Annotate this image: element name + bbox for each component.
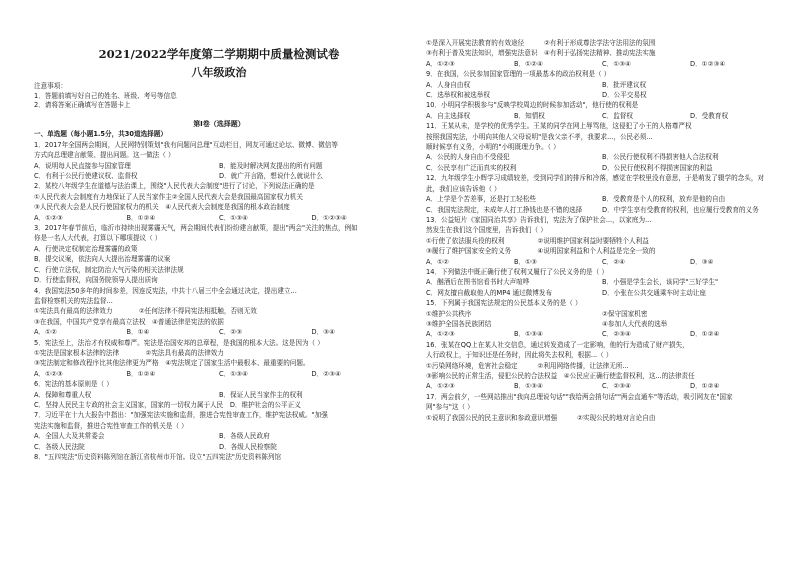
option-row: [34, 327, 404, 337]
question-line: 按照我国宪法，小明向其他人父母说明"是我父亲不孝，我要求...，公民必须...: [426, 132, 653, 141]
answer-option: ③维护全国各民族团结: [426, 319, 492, 328]
question-line: 7．习近平在十九大报告中指出："加强宪法实施和监督，推进合宪性审查工作，维护宪法权威。"加强: [34, 411, 328, 420]
exam-subject: 八年级政治: [191, 66, 247, 79]
answer-option: C．有利于公民行使建议权、监督权: [34, 172, 138, 181]
option-row: [426, 152, 778, 162]
question-line: ①是深入开展宪法教育的有效途径 ②有利于形成尊法学法守法用法的氛围: [426, 39, 656, 47]
option-row: [426, 309, 778, 319]
answer-option: C．①③④: [602, 59, 631, 68]
answer-option: C．各级人民法院: [34, 442, 85, 451]
answer-option: ①维护公共秩序: [426, 309, 472, 318]
answer-option: C．②③: [219, 328, 243, 337]
answer-option: B．①②④: [126, 369, 156, 378]
answer-option: B．各级人民政府: [219, 432, 270, 441]
left-column: [34, 117, 404, 462]
answer-option: D．②③④: [311, 369, 341, 378]
answer-option: ②保守国家机密: [602, 309, 648, 318]
question-line: A．行使决定权制定治理雾霾的政策: [34, 244, 138, 253]
answer-option: D．①②④: [690, 330, 720, 339]
question-line: 2．某校八年级学生在道德与法治课上，围绕"人民代表大会制度"进行了讨论，下列说法正确的是: [34, 182, 315, 191]
answer-option: B．受教育是个人的权利，放弃是他的自由: [602, 195, 726, 204]
question-line: 6．宪法的基本原则是（ ）: [34, 380, 113, 389]
answer-option: D．公民行使权利不得损害国家的利益: [602, 163, 713, 172]
answer-option: B．保证人民当家作主的权利: [219, 390, 303, 399]
question-line: 宪法实施和监督，推进合宪性审查工作的机关是（ ）: [34, 421, 188, 430]
answer-option: B．批评建议权: [602, 80, 647, 89]
answer-option: B．知情权: [514, 111, 545, 120]
option-row: [426, 111, 778, 121]
exam-title: 2021/2022学年度第二学期期中质量检测试卷: [98, 47, 340, 61]
question-line: ③有利于普及宪法知识，增强宪法意识 ④有利于弘扬宪法精神、推动宪法实施: [426, 49, 656, 58]
answer-option: A．①②: [426, 257, 449, 266]
notice-block: [34, 82, 404, 111]
question-line: 然发生在我们这个国度里，告诉我们（ ）: [426, 226, 547, 235]
answer-option: C．选举权和被选举权: [426, 91, 490, 100]
answer-option: A．说明每人民直接参与国家管理: [34, 161, 131, 170]
question-line: 16．张某在QQ上在某人社交信息，通过转发造成了一定影响，他的行为造成了财产损失，: [426, 340, 689, 349]
option-row: [426, 329, 778, 339]
answer-option: ④参加人大代表的选举: [602, 319, 668, 328]
option-row: [426, 381, 778, 391]
answer-option: C．②③④: [602, 382, 631, 391]
question-line: ③人民代表大会是人民行使国家权力的机关 ④人民代表大会制度是我国的根本政治制度: [34, 203, 290, 212]
option-row: [426, 288, 778, 298]
question-line: 5．宪法至上，法治才有权威和尊严。宪法是治国安邦的总章程，是我国的根本大法。这是因为（ ）: [34, 338, 324, 347]
option-row: [426, 319, 778, 329]
option-row: [34, 161, 404, 171]
question-line: 13．公益短片《家国同治共享》告诉我们，宪法为了保护社会...，以家庭为...: [426, 215, 652, 224]
option-row: [34, 213, 404, 223]
answer-option: A．保障和尊重人权: [34, 390, 92, 399]
option-row: [34, 369, 404, 379]
question-line: ①人民代表大会制度有力地保证了人民当家作主②全国人民代表大会是我国最高国家权力机关: [34, 192, 303, 201]
question-line: ①行使了依法服兵役的权利 ②说明维护国家利益时要牺牲个人利益: [426, 236, 649, 245]
question-line: ③履行了维护国家安全的义务 ④说明国家利益和个人利益是完全一致的: [426, 247, 656, 256]
option-row: [34, 431, 404, 441]
question-line: 15．下列属于我国宪法规定的公民基本义务的是（ ）: [426, 299, 582, 308]
answer-option: D．①②③④: [311, 213, 347, 222]
answer-option: A．①②③: [34, 213, 63, 222]
question-line: ③宪法制定和修改程序比其他法律更为严格 ④宪法规定了国家生活中最根本、最重要的问题。: [34, 359, 310, 368]
answer-option: B．小强是学生会长，该同学"三好学生": [602, 278, 719, 287]
question-line: 人行政权上，于知识还是任务时，因此将失去权利，根据...（ ）: [426, 351, 613, 360]
answer-option: C．②③④: [602, 330, 631, 339]
answer-option: D．小张在公共交通乘车时主动让座: [602, 288, 706, 297]
answer-option: B．①②④: [126, 213, 156, 222]
question-line: D．行使监督权，向国务院领导人提出质询: [34, 276, 158, 285]
question-line: 顺时候享有义务，小明的"小明既理力争。（ ）: [426, 143, 560, 152]
question-line: ①污染网络环境，危害社会稳定 ②利用网络传播，让法律无所...: [426, 361, 629, 370]
answer-option: D．公平交易权: [602, 91, 647, 100]
question-line: ①宪法具有最高的法律效力 ②任何法律不得同宪法相抵触，否则无效: [34, 307, 257, 316]
question-line: 此，我们应该告诉他（ ）: [426, 184, 501, 193]
option-row: [426, 205, 778, 215]
notice-heading: 注意事项：: [34, 82, 67, 90]
part-heading: 一、单选题（每小题1.5分，共30道选择题）: [34, 130, 167, 139]
question-line: 8．"五四宪法"历史资料陈列馆在浙江省杭州市开馆。设立"五四宪法"历史资料陈列馆: [34, 453, 282, 461]
answer-option: D．③④: [311, 328, 335, 337]
answer-option: D．就广开言路，想说什么就说什么: [219, 172, 323, 181]
answer-option: B．①②④: [514, 59, 543, 68]
option-row: [426, 90, 778, 100]
answer-option: A．全国人大及其常委会: [34, 432, 105, 441]
answer-option: B．公民行使权利不得损害他人合法权利: [602, 153, 719, 162]
section-title: 第I卷（选择题）: [193, 120, 245, 128]
option-row: [426, 80, 778, 90]
answer-option: A．公民的人身自由不受侵犯: [426, 153, 510, 162]
answer-option: D．③④: [690, 257, 714, 266]
answer-option: B．①③④: [514, 330, 543, 339]
answer-option: B．能及时解决网友提出的所有问题: [219, 161, 323, 170]
question-line: C．行使立法权，制定防治大气污染的相关法律法规: [34, 265, 184, 274]
answer-option: D．各级人民检察院: [219, 442, 277, 451]
answer-option: A．①②③: [426, 382, 455, 391]
notice-item: 2．请将答案正确填写在答题卡上: [34, 101, 131, 110]
answer-option: D．①②④: [690, 382, 720, 391]
question-line: 4．我国宪法50多年的时间参差，因连反宪法，中共十八届三中全会通过决定，提出建立...: [34, 286, 297, 295]
answer-option: C．①③④: [219, 213, 248, 222]
question-line: 9．在我国，公民参加国家管理的一项最基本的政治权利是（ ）: [426, 70, 611, 79]
answer-option: D．①②③④: [690, 59, 726, 68]
answer-option: A．人身自由权: [426, 80, 471, 89]
notice-item: 1．答题前填写好自己的姓名、班级、考号等信息: [34, 91, 177, 100]
answer-option: A．①②③: [34, 369, 63, 378]
answer-option: A．酗酒后在图书馆看书时大声喧哗: [426, 278, 530, 287]
answer-option: B．①③④: [514, 382, 543, 391]
answer-option: A．①②③: [426, 330, 455, 339]
question-line: ①说明了我国公民的民主意识和参政意识增强 ②实现公民的地对言论自由: [426, 413, 656, 422]
answer-option: A．①②③: [426, 59, 455, 68]
option-row: [426, 59, 778, 69]
question-line: 11．王某从未，是学校的优秀学生。王某的同学在网上辱骂他，这侵犯了小王的人格尊严权: [426, 122, 692, 131]
question-line: C．坚持人民民主专政的社会主义国家，国家的一切权力属于人民 D．维护社会的公平正义: [34, 400, 301, 409]
answer-option: C．我国宪法规定，未成年人打工挣钱也是不错的选择: [426, 205, 583, 214]
question-line: 监督检察机关的宪法监督...: [34, 296, 113, 305]
answer-option: B．①③: [514, 257, 537, 266]
question-line: 17．两会前夕，一些网站推出"我向总理说句话""我给两会捎句话""两会直通车"等活动，吸引网友在"国家: [426, 392, 733, 401]
answer-option: D．受教育权: [690, 111, 729, 120]
question-line: 方式向总理建言献策、提出问题。这一做法（ ）: [34, 151, 175, 160]
option-row: [426, 277, 778, 287]
question-line: 1．2017年全国两会期间，人民网特别策划"我有问题问总理"互动栏目，网友可通过论坛、微博、微信等: [34, 140, 338, 149]
answer-option: A．自主选择权: [426, 111, 471, 120]
right-column: [426, 38, 778, 423]
answer-option: C．网友擅自截取他人的MP4 通过微博发布: [426, 288, 553, 297]
answer-option: C．监督权: [602, 111, 633, 120]
answer-option: B．①④: [126, 328, 150, 337]
answer-option: D．中学生享有受教育的权利，也应履行受教育的义务: [602, 205, 759, 214]
option-row: [34, 390, 404, 400]
answer-option: C．公民享有广泛而真实的权利: [426, 163, 517, 172]
question-line: ①宪法是国家根本法律的法律 ②宪法具有最高的法律效力: [34, 348, 224, 357]
question-line: 14．下列做法中既正确行使了权利又履行了公民义务的是（ ）: [426, 267, 608, 276]
option-row: [426, 163, 778, 173]
question-line: B．提交议案，依法向人大提出治理雾霾的议案: [34, 255, 171, 264]
option-row: [34, 442, 404, 452]
answer-option: A．①②: [34, 328, 57, 337]
option-row: [426, 257, 778, 267]
question-line: 12．九年级学生小辉学习成绩较差，受到同学们的排斥和冷落，感觉在学校里没有意思，于是萌发了辍学的念头，对: [426, 174, 765, 183]
answer-option: C．①③④: [219, 369, 248, 378]
answer-option: C．②④: [602, 257, 626, 266]
question-line: 3．2017年春节前后，临沂市持续出现雾霾天气，两会期间代表们纷纷建言献策，提出"两会"关注的焦点，例如: [34, 224, 358, 233]
question-line: ③在我国，中国共产党享有最高立法权 ④普通法律是宪法的依据: [34, 317, 224, 326]
option-row: [34, 171, 404, 181]
answer-option: A．上学是个苦差事，还是打工轻松些: [426, 195, 537, 204]
question-line: 你是一名人大代表，打算以下哪项提议（ ）: [34, 234, 162, 243]
question-line: 10．小明同学积极参与"反映学校周边的时候参加活动"，他行使的权利是: [426, 101, 639, 110]
question-line: 网"参与"这（ ）: [426, 403, 474, 412]
question-line: ③影响公民的正常生活，侵犯公民的合法权益 ④公民应正确行使监督权利，这...的法律责任: [426, 372, 695, 380]
option-row: [426, 194, 778, 204]
